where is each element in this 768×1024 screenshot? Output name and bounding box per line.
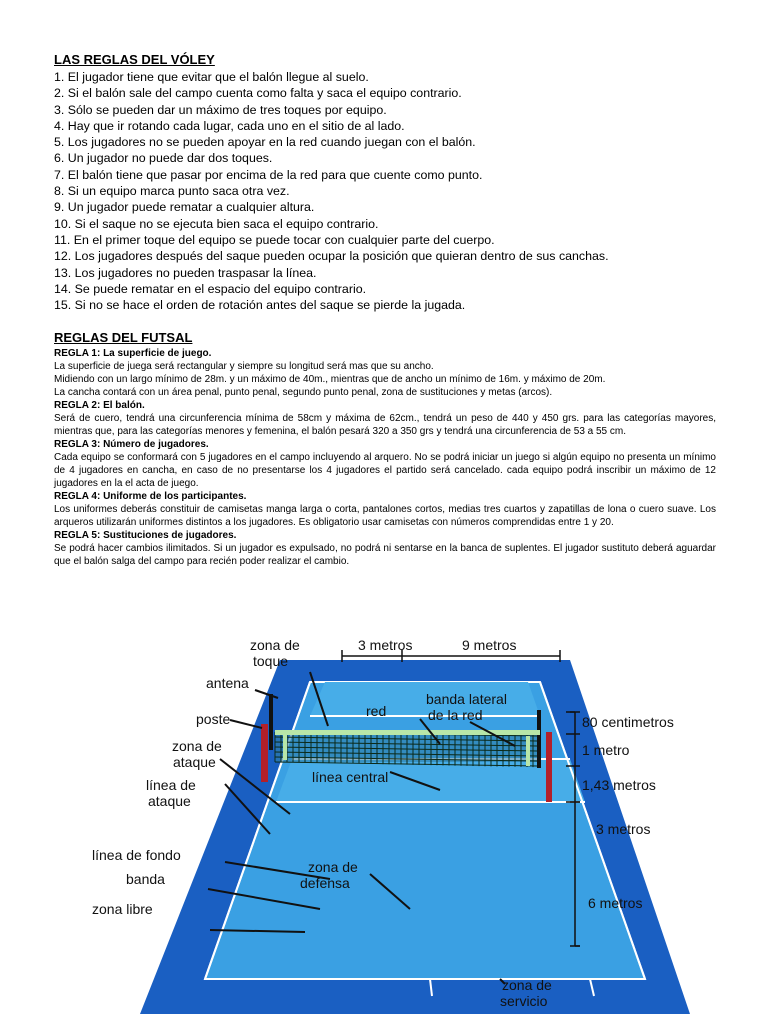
label-143-metros: 1,43 metros	[582, 777, 656, 793]
futsal-rule-heading: REGLA 2: El balón.	[54, 400, 145, 412]
volley-rule: 1. El jugador tiene que evitar que el balón llegue al suelo.	[54, 70, 369, 84]
volley-rule: 14. Se puede rematar en el espacio del equipo contrario.	[54, 281, 367, 296]
net-top-band	[275, 730, 540, 735]
volley-rule: 13. Los jugadores no pueden traspasar la línea.	[54, 265, 317, 280]
futsal-sections	[54, 347, 716, 568]
antenna-left	[269, 694, 273, 750]
label-tres-metros-right: 3 metros	[596, 821, 651, 837]
net-side-band-left	[283, 732, 287, 760]
label-80cm: 80 centimetros	[582, 714, 674, 730]
label-zona-ataque-1: zona de	[172, 738, 222, 754]
label-nueve-metros: 9 metros	[462, 637, 517, 653]
volley-rules-list	[54, 69, 716, 313]
futsal-rule-text: Cada equipo se conformará con 5 jugadores en el campo incluyendo al arquero. No se podrá iniciar un juego si algún equipo no presenta un mínimo de 4 jugadores en cancha, en caso de no presentarse los 4 jugadores el partido será cancelado. cada equipo podrá inscribir un máximo de 12 jugadores en la el acta de juego.	[54, 452, 716, 490]
futsal-rule-text: La cancha contará con un área penal, punto penal, segundo punto penal, zona de sustituciones y metas (arcos).	[54, 387, 553, 399]
volleyball-court-diagram	[70, 634, 700, 1014]
futsal-rule-heading: REGLA 1: La superficie de juego.	[54, 348, 212, 360]
document	[54, 52, 716, 568]
label-seis-metros: 6 metros	[588, 895, 643, 911]
label-zona-libre: zona libre	[92, 901, 153, 917]
volley-rule: 11. En el primer toque del equipo se puede tocar con cualquier parte del cuerpo.	[54, 232, 495, 247]
futsal-rule-heading: REGLA 5: Sustituciones de jugadores.	[54, 530, 237, 542]
volley-title: LAS REGLAS DEL VÓLEY	[54, 52, 215, 67]
volley-rule: 15. Si no se hace el orden de rotación antes del saque se pierde la jugada.	[54, 298, 466, 313]
post-right	[546, 732, 552, 802]
label-poste: poste	[196, 711, 231, 727]
volley-rule: 4. Hay que ir rotando cada lugar, cada uno en el sitio de al lado.	[54, 118, 405, 133]
net-side-band-right	[526, 736, 530, 766]
volley-rule: 10. Si el saque no se ejecuta bien saca el equipo contrario.	[54, 216, 379, 231]
label-zona-toque-2: toque	[253, 653, 289, 669]
label-linea-ataque-1: línea de	[146, 777, 196, 793]
futsal-rule-text: Será de cuero, tendrá una circunferencia mínima de 58cm y máxima de 62cm., tendrá un peso de 440 y 450 grs. para las categorías mayores, mientras que, para las categorías menores y femenina, el balón pesará 320 a 350 grs y tendrá una circunferencia de 53 a 55 cm.	[54, 413, 716, 438]
label-banda-lateral-2: de la red	[428, 707, 483, 723]
futsal-rule-text: Los uniformes deberás constituir de camisetas manga larga o corta, pantalones cortos, medias tres cuartos y zapatillas de lona o cuero suave. Los arqueros utilizarán uniformes distintos a los jugadores. Es obligatorio usar camisetas con números comprendidas entre 1 y 20.	[54, 504, 716, 529]
label-banda-lateral-1: banda lateral	[426, 691, 507, 707]
label-zona-defensa-1: zona de	[308, 859, 358, 875]
label-linea-fondo: línea de fondo	[92, 847, 181, 863]
label-antena: antena	[206, 675, 249, 691]
label-1-metro: 1 metro	[582, 742, 630, 758]
label-tres-metros-top: 3 metros	[358, 637, 413, 653]
futsal-title: REGLAS DEL FUTSAL	[54, 330, 193, 346]
post-left	[261, 724, 268, 782]
label-banda: banda	[126, 871, 165, 887]
volley-rule: 7. El balón tiene que pasar por encima de la red para que cuente como punto.	[54, 167, 483, 182]
label-linea-central: línea central	[312, 769, 389, 785]
label-zona-servicio-2: servicio	[500, 993, 548, 1009]
volley-rule: 8. Si un equipo marca punto saca otra vez.	[54, 184, 290, 199]
label-zona-toque-1: zona de	[250, 637, 300, 653]
label-zona-servicio-1: zona de	[502, 977, 552, 993]
volley-rule: 2. Si el balón sale del campo cuenta como falta y saca el equipo contrario.	[54, 86, 462, 101]
label-red: red	[366, 703, 387, 719]
volley-rule: 12. Los jugadores después del saque pueden ocupar la posición que quieran dentro de sus canchas.	[54, 249, 609, 264]
futsal-rule-heading: REGLA 3: Número de jugadores.	[54, 439, 209, 451]
label-zona-defensa-2: defensa	[300, 875, 350, 891]
volley-rule: 6. Un jugador no puede dar dos toques.	[54, 151, 273, 166]
futsal-rule-text: Midiendo con un largo mínimo de 28m. y un máximo de 40m., mientras que de ancho un mínimo de 16m. y máximo de 20m.	[54, 374, 606, 386]
futsal-rule-text: La superficie de juega será rectangular y siempre su longitud será mas que su ancho.	[54, 361, 434, 373]
futsal-rule-text: Se podrá hacer cambios ilimitados. Si un jugador es expulsado, no podrá ni sentarse en la banca de suplentes. El jugador sustituto deberá aguardar que el balón salga del campo para recién poder realizar el cambio.	[54, 543, 716, 568]
volley-rule: 3. Sólo se pueden dar un máximo de tres toques por equipo.	[54, 102, 387, 117]
volley-rule: 5. Los jugadores no se pueden apoyar en la red cuando juegan con el balón.	[54, 135, 476, 150]
antenna-right	[537, 710, 541, 768]
futsal-rule-heading: REGLA 4: Uniforme de los participantes.	[54, 491, 247, 503]
label-linea-ataque-2: ataque	[148, 793, 191, 809]
label-zona-ataque-2: ataque	[173, 754, 216, 770]
volley-rule: 9. Un jugador puede rematar a cualquier altura.	[54, 200, 315, 215]
